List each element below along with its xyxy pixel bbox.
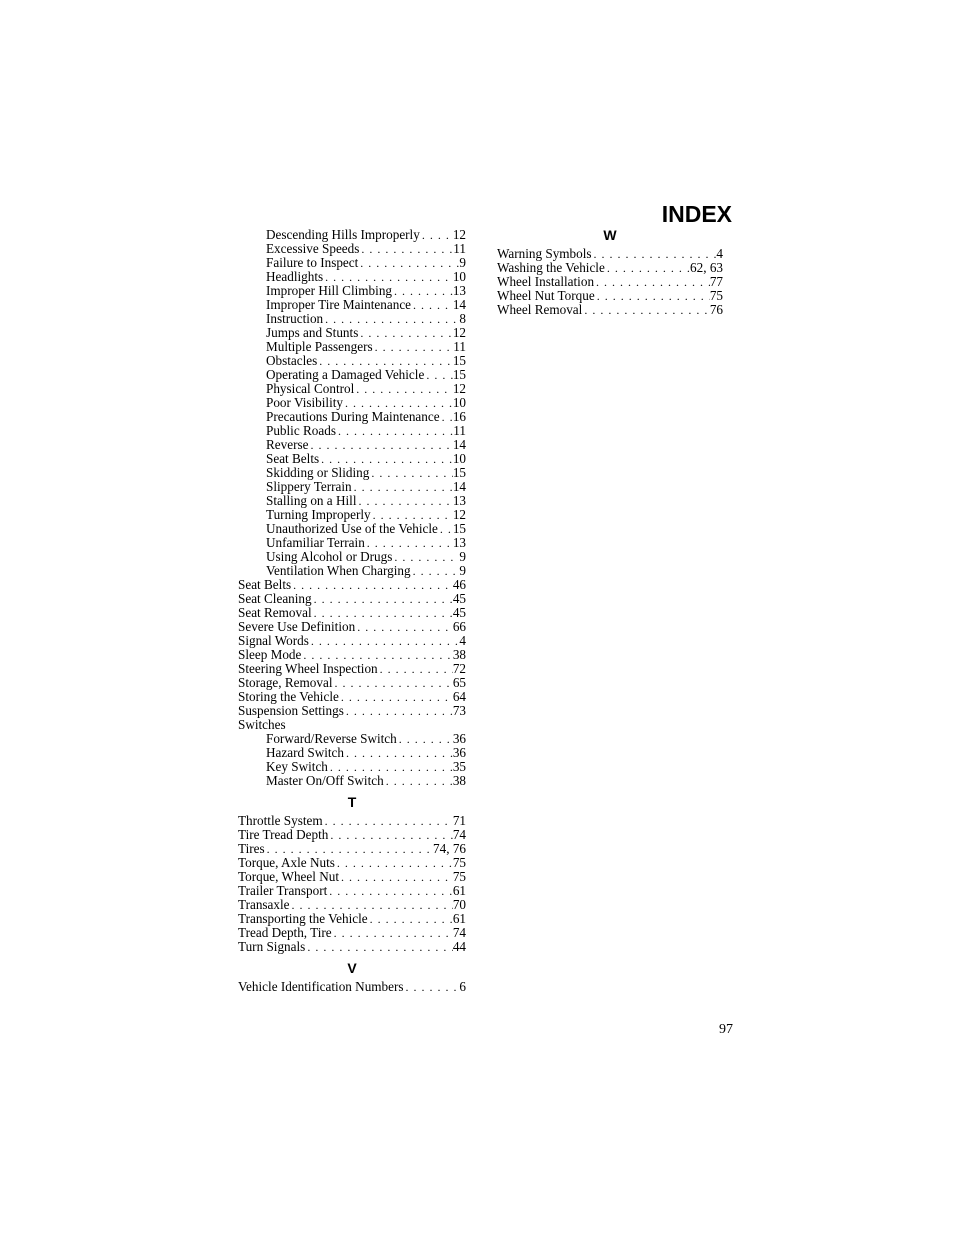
entry-term: Switches [238,717,286,732]
entry-term: Wheel Removal [497,302,583,317]
dot-leader [336,424,453,438]
index-entry [497,275,723,289]
entry-term: Instruction [266,311,324,326]
entry-page-ref: 35 [452,759,466,774]
dot-leader [339,870,453,884]
dot-leader [378,662,453,676]
dot-leader [397,732,453,746]
dot-leader [344,704,453,718]
entry-term: Unfamiliar Terrain [266,535,365,550]
section-letter-heading: W [603,227,617,243]
index-subentry [238,298,466,312]
dot-leader [352,480,453,494]
entry-page-ref: 13 [452,283,466,298]
index-subentry [238,284,466,298]
page-title: INDEX [661,201,732,227]
entry-page-ref: 14 [452,437,466,452]
entry-page-ref: 64 [452,689,466,704]
entry-term: Storage, Removal [238,675,333,690]
dot-leader [595,289,710,303]
entry-term: Torque, Wheel Nut [238,869,340,884]
index-entry [238,578,466,592]
index-entry [497,261,723,275]
entry-term: Jumps and Stunts [266,325,359,340]
entry-page-ref: 12 [452,227,466,242]
entry-page-ref: 13 [452,493,466,508]
index-entry [238,940,466,954]
dot-leader [373,340,454,354]
entry-page-ref: 15 [452,353,466,368]
dot-leader [328,760,453,774]
entry-term: Sleep Mode [238,647,302,662]
entry-page-ref: 45 [452,591,466,606]
index-subentry [238,746,466,760]
entry-page-ref: 77 [709,274,723,289]
entry-page-ref: 75 [709,288,723,303]
dot-leader [355,620,453,634]
dot-leader [312,592,453,606]
dot-leader [301,648,452,662]
index-subentry [238,382,466,396]
entry-page-ref: 11 [453,423,466,438]
index-entry [238,634,466,648]
dot-leader [305,940,453,954]
dot-leader [420,228,453,242]
index-entry [238,814,466,828]
entry-term: Operating a Damaged Vehicle [266,367,425,382]
dot-leader [290,898,453,912]
entry-term: Tire Tread Depth [238,827,329,842]
index-subentry [238,508,466,522]
entry-term: Tires [238,841,265,856]
index-entry [238,592,466,606]
dot-leader [328,828,452,842]
dot-leader [327,884,453,898]
entry-page-ref: 71 [452,813,466,828]
dot-leader [404,980,460,994]
index-subentry [238,256,466,270]
entry-term: Ventilation When Charging [266,563,411,578]
dot-leader [323,270,453,284]
entry-term: Using Alcohol or Drugs [266,549,393,564]
entry-term: Excessive Speeds [266,241,360,256]
dot-leader [339,690,453,704]
index-entry [238,620,466,634]
entry-page-ref: 10 [452,269,466,284]
index-entry [238,842,466,856]
entry-term: Headlights [266,269,324,284]
entry-term: Seat Belts [266,451,320,466]
index-entry [238,718,466,732]
entry-term: Vehicle Identification Numbers [238,979,404,994]
entry-page-ref: 4 [716,246,723,261]
entry-term: Turn Signals [238,939,306,954]
entry-page-ref: 36 [452,731,466,746]
entry-page-ref: 74, 76 [433,841,466,856]
index-subentry [238,424,466,438]
entry-page-ref: 15 [452,521,466,536]
entry-page-ref: 75 [452,869,466,884]
page-number: 97 [719,1022,733,1037]
dot-leader [358,256,459,270]
dot-leader [332,926,453,940]
entry-page-ref: 65 [452,675,466,690]
index-subentry [238,774,466,788]
entry-term: Skidding or Sliding [266,465,370,480]
index-subentry [238,564,466,578]
entry-term: Seat Belts [238,577,292,592]
dot-leader [291,578,453,592]
entry-page-ref: 75 [452,855,466,870]
entry-term: Stalling on a Hill [266,493,357,508]
index-entry [238,912,466,926]
index-subentry [238,228,466,242]
entry-term: Steering Wheel Inspection [238,661,378,676]
entry-page-ref: 6 [459,979,466,994]
index-subentry [238,536,466,550]
entry-term: Washing the Vehicle [497,260,605,275]
index-subentry [238,522,466,536]
entry-term: Turning Improperly [266,507,371,522]
index-entry [238,884,466,898]
index-subentry [238,396,466,410]
entry-term: Throttle System [238,813,323,828]
dot-leader [358,326,452,340]
dot-leader [309,634,460,648]
entry-page-ref: 72 [452,661,466,676]
index-entry [238,898,466,912]
dot-leader [365,536,453,550]
entry-page-ref: 38 [452,647,466,662]
index-subentry [238,242,466,256]
entry-term: Reverse [266,437,309,452]
entry-page-ref: 10 [452,395,466,410]
index-subentry [238,550,466,564]
entry-page-ref: 73 [452,703,466,718]
index-subentry [238,410,466,424]
entry-page-ref: 14 [452,479,466,494]
index-subentry [238,452,466,466]
dot-leader [424,368,453,382]
entry-term: Master On/Off Switch [266,773,384,788]
entry-term: Unauthorized Use of the Vehicle [266,521,438,536]
entry-term: Descending Hills Improperly [266,227,420,242]
entry-term: Severe Use Definition [238,619,356,634]
entry-page-ref: 12 [452,325,466,340]
entry-page-ref: 38 [452,773,466,788]
entry-term: Wheel Nut Torque [497,288,595,303]
entry-term: Tread Depth, Tire [238,925,332,940]
entry-term: Hazard Switch [266,745,344,760]
entry-term: Transaxle [238,897,290,912]
entry-term: Poor Visibility [266,395,344,410]
dot-leader [392,550,459,564]
entry-term: Slippery Terrain [266,479,352,494]
entry-term: Improper Hill Climbing [266,283,393,298]
dot-leader [384,774,453,788]
entry-page-ref: 11 [453,241,466,256]
entry-page-ref: 4 [459,633,466,648]
entry-page-ref: 61 [452,911,466,926]
index-entry [497,289,723,303]
index-subentry [238,480,466,494]
index-entry [238,690,466,704]
index-column-left [238,228,466,994]
entry-page-ref: 11 [453,339,466,354]
index-subentry [238,340,466,354]
entry-term: Multiple Passengers [266,339,373,354]
entry-page-ref: 76 [709,302,723,317]
index-subentry [238,494,466,508]
entry-page-ref: 9 [459,255,466,270]
dot-leader [411,564,460,578]
entry-term: Key Switch [266,759,328,774]
entry-page-ref: 74 [452,827,466,842]
dot-leader [594,275,710,289]
index-subentry [238,466,466,480]
entry-page-ref: 9 [459,563,466,578]
entry-page-ref: 8 [459,311,466,326]
dot-leader [582,303,709,317]
entry-page-ref: 15 [452,367,466,382]
dot-leader [392,284,453,298]
index-subentry [238,760,466,774]
entry-page-ref: 15 [452,465,466,480]
dot-leader [323,814,453,828]
index-entry [238,648,466,662]
entry-page-ref: 61 [452,883,466,898]
dot-leader [359,242,453,256]
dot-leader [319,452,453,466]
index-entry [238,856,466,870]
dot-leader [333,676,453,690]
section-letter-heading: V [347,960,357,976]
dot-leader [605,261,690,275]
dot-leader [343,396,453,410]
index-subentry [238,368,466,382]
entry-term: Wheel Installation [497,274,595,289]
index-subentry [238,732,466,746]
dot-leader [356,494,452,508]
entry-term: Obstacles [266,353,318,368]
index-subentry [238,270,466,284]
dot-leader [371,508,453,522]
entry-page-ref: 12 [452,507,466,522]
index-subentry [238,326,466,340]
entry-term: Forward/Reverse Switch [266,731,397,746]
dot-leader [323,312,459,326]
entry-term: Precautions During Maintenance [266,409,440,424]
index-entry [238,828,466,842]
index-entry [238,980,466,994]
dot-leader [438,522,453,536]
entry-term: Transporting the Vehicle [238,911,368,926]
entry-term: Suspension Settings [238,703,344,718]
dot-leader [354,382,453,396]
entry-page-ref: 66 [452,619,466,634]
index-subentry [238,312,466,326]
entry-page-ref: 45 [452,605,466,620]
entry-page-ref: 16 [452,409,466,424]
dot-leader [369,466,452,480]
entry-term: Storing the Vehicle [238,689,339,704]
entry-page-ref: 9 [459,549,466,564]
entry-page-ref: 62, 63 [690,260,723,275]
entry-page-ref: 74 [452,925,466,940]
index-entry [238,606,466,620]
entry-term: Improper Tire Maintenance [266,297,412,312]
dot-leader [308,438,452,452]
dot-leader [317,354,453,368]
index-entry [497,247,723,261]
index-subentry [238,354,466,368]
entry-page-ref: 46 [452,577,466,592]
index-entry [238,676,466,690]
entry-term: Physical Control [266,381,355,396]
dot-leader [368,912,453,926]
dot-leader [344,746,453,760]
index-entry [238,926,466,940]
section-letter-heading: T [347,794,357,810]
entry-page-ref: 12 [452,381,466,396]
entry-page-ref: 36 [452,745,466,760]
entry-page-ref: 70 [452,897,466,912]
index-column-right [497,227,723,317]
dot-leader [312,606,453,620]
entry-term: Trailer Transport [238,883,328,898]
entry-page-ref: 10 [452,451,466,466]
entry-term: Seat Cleaning [238,591,312,606]
entry-term: Seat Removal [238,605,312,620]
index-entry [238,704,466,718]
entry-term: Public Roads [266,423,336,438]
index-entry [497,303,723,317]
index-entry [238,662,466,676]
entry-term: Failure to Inspect [266,255,359,270]
entry-page-ref: 14 [452,297,466,312]
index-entry [238,870,466,884]
dot-leader [265,842,433,856]
entry-term: Torque, Axle Nuts [238,855,335,870]
dot-leader [335,856,453,870]
dot-leader [440,410,453,424]
entry-page-ref: 44 [452,939,466,954]
dot-leader [411,298,453,312]
index-subentry [238,438,466,452]
entry-term: Warning Symbols [497,246,592,261]
dot-leader [592,247,717,261]
entry-page-ref: 13 [452,535,466,550]
entry-term: Signal Words [238,633,309,648]
